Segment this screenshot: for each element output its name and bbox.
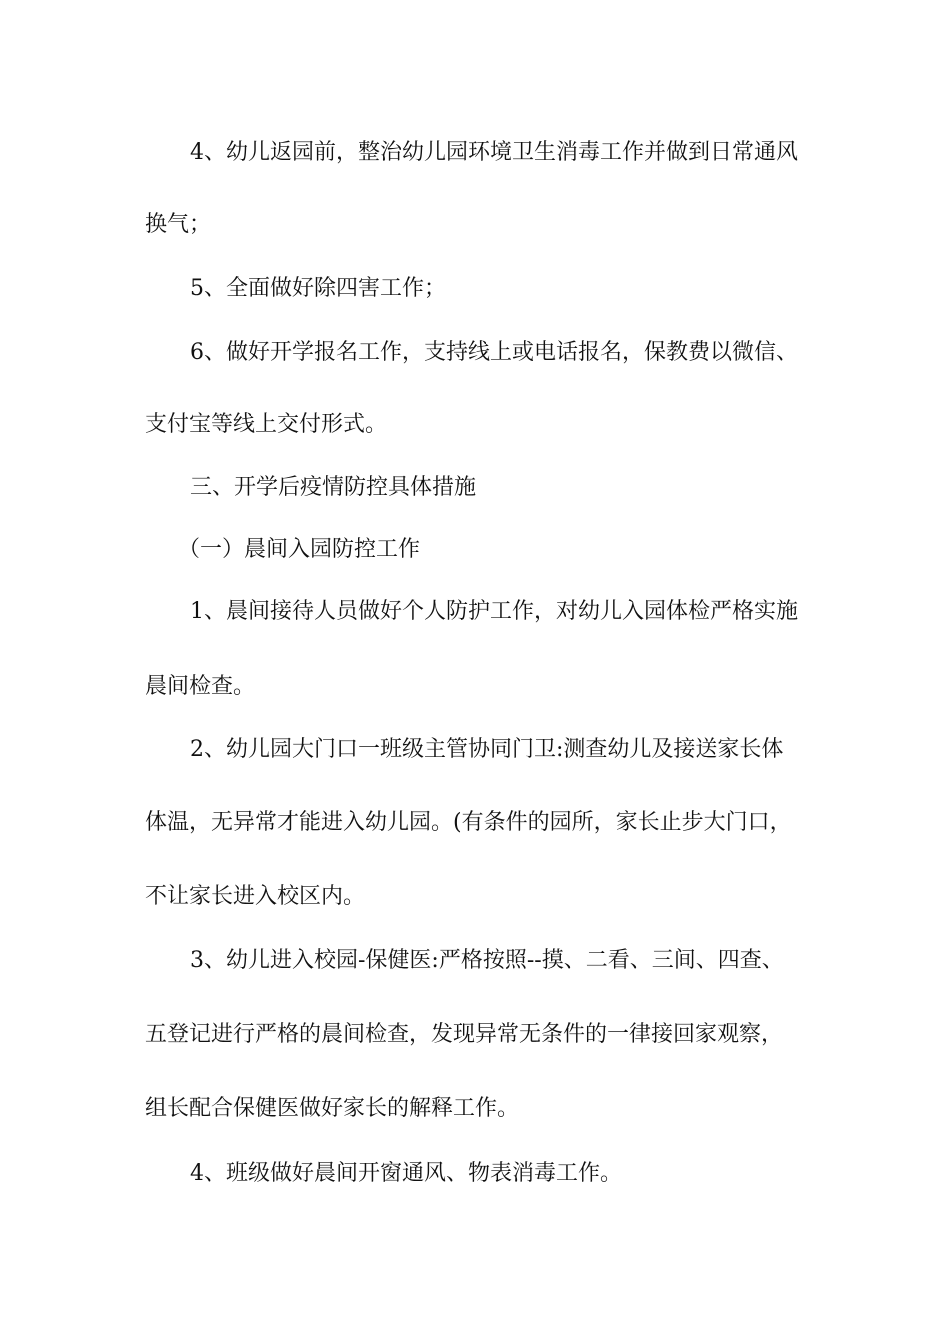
item-2-line-2: 体温，无异常才能进入幼儿园。(有条件的园所，家长止步大门口， [145,810,792,835]
paragraph-4-line-1: 4、幼儿返园前，整治幼儿园环境卫生消毒工作并做到日常通风 [190,140,798,165]
item-3-line-1: 3、幼儿进入校园-保健医:严格按照--摸、二看、三间、四查、 [190,948,784,973]
paragraph-5: 5、全面做好除四害工作； [190,276,446,301]
item-2-line-3: 不让家长进入校区内。 [145,884,366,909]
item-2-line-1: 2、幼儿园大门口一班级主管协同门卫:测查幼儿及接送家长体 [190,737,784,762]
paragraph-4-line-2: 换气； [145,212,212,237]
item-4: 4、班级做好晨间开窗通风、物表消毒工作。 [190,1161,622,1186]
item-1-line-1: 1、晨间接待人员做好个人防护工作，对幼儿入园体检严格实施 [190,599,798,624]
paragraph-6-line-1: 6、做好开学报名工作，支持线上或电话报名，保教费以微信、 [190,340,798,365]
item-3-line-3: 组长配合保健医做好家长的解释工作。 [145,1096,520,1121]
paragraph-6-line-2: 支付宝等线上交付形式。 [145,412,388,437]
section-heading-3: 三、开学后疫情防控具体措施 [190,475,477,500]
item-3-line-2: 五登记进行严格的晨间检查，发现异常无条件的一律接回家观察， [145,1022,784,1047]
item-1-line-2: 晨间检查。 [145,674,256,699]
subsection-heading-1: （一）晨间入园防控工作 [178,537,421,562]
